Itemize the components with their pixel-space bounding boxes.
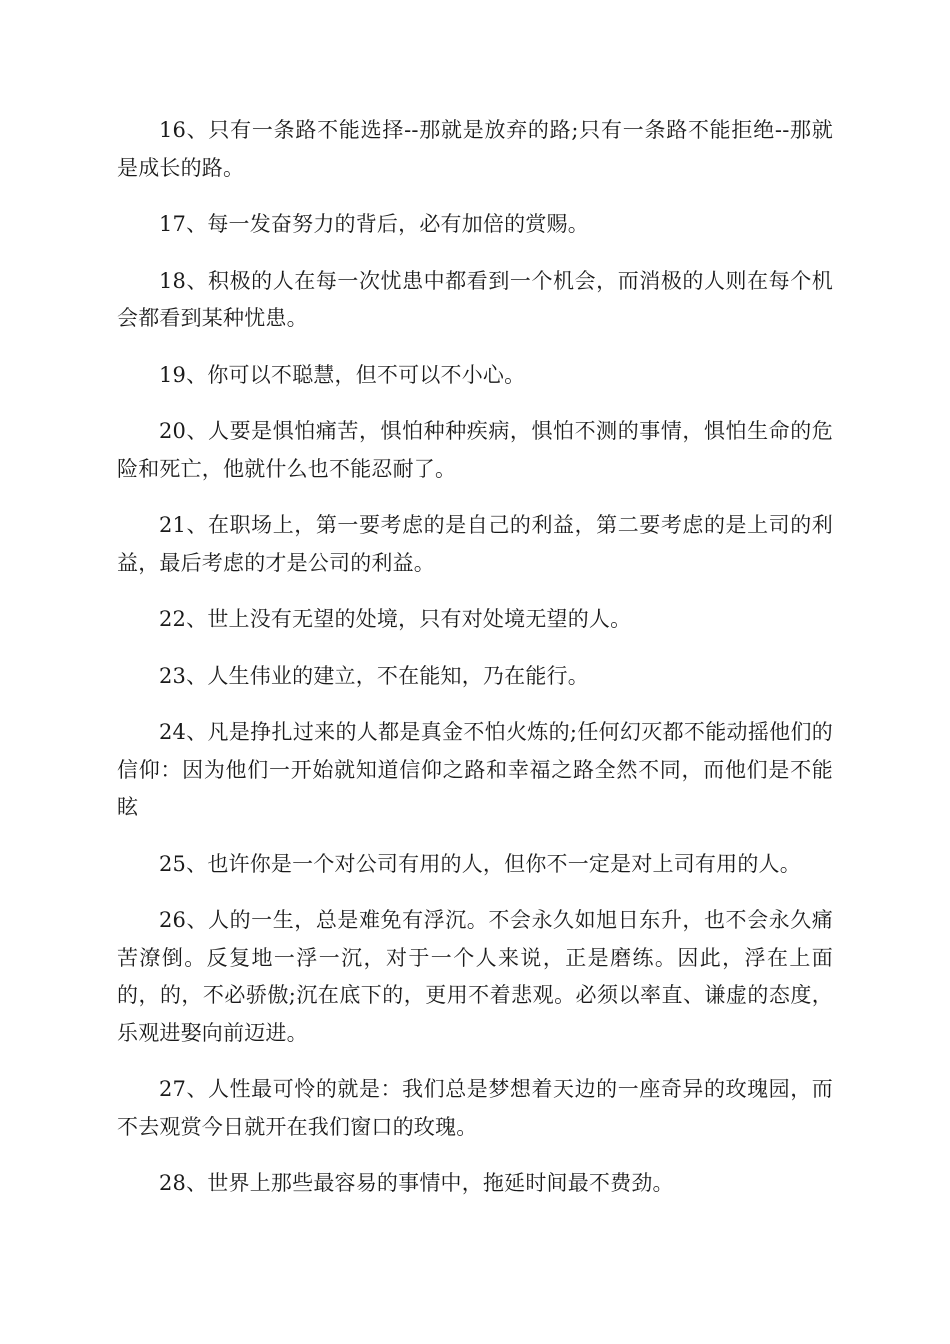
paragraph-26: 26、人的一生，总是难免有浮沉。不会永久如旭日东升，也不会永久痛苦潦倒。反复地一浮一沉，对于一个人来说，正是磨练。因此，浮在上面的，的，不必骄傲;沉在底下的，更用不着悲观。必须以率直、谦虚的态度，乐观进娶向前迈进。	[117, 908, 833, 1045]
paragraph-17: 17、每一发奋努力的背后，必有加倍的赏赐。	[159, 212, 589, 236]
paragraph-25: 25、也许你是一个对公司有用的人，但你不一定是对上司有用的人。	[159, 851, 801, 876]
paragraph-16: 16、只有一条路不能选择--那就是放弃的路;只有一条路不能拒绝--那就是成长的路。	[117, 118, 833, 180]
paragraph-28: 28、世界上那些最容易的事情中，拖延时间最不费劲。	[159, 1171, 674, 1195]
paragraph-20: 20、人要是惧怕痛苦，惧怕种种疾病，惧怕不测的事情，惧怕生命的危险和死亡，他就什么也不能忍耐了。	[117, 419, 833, 481]
paragraph-19: 19、你可以不聪慧，但不可以不小心。	[159, 362, 526, 387]
paragraph-22: 22、世上没有无望的处境，只有对处境无望的人。	[159, 607, 632, 631]
paragraph-27: 27、人性最可怜的就是：我们总是梦想着天边的一座奇异的玫瑰园，而不去观赏今日就开在我们窗口的玫瑰。	[117, 1077, 833, 1139]
paragraph-21: 21、在职场上，第一要考虑的是自己的利益，第二要考虑的是上司的利益，最后考虑的才是公司的利益。	[117, 513, 833, 575]
paragraph-18: 18、积极的人在每一次忧患中都看到一个机会，而消极的人则在每个机会都看到某种忧患。	[117, 268, 833, 330]
document-body	[117, 112, 833, 1222]
paragraph-23: 23、人生伟业的建立，不在能知，乃在能行。	[159, 663, 589, 688]
paragraph-24: 24、凡是挣扎过来的人都是真金不怕火炼的;任何幻灭都不能动摇他们的信仰：因为他们一开始就知道信仰之路和幸福之路全然不同，而他们是不能眩	[117, 720, 833, 819]
